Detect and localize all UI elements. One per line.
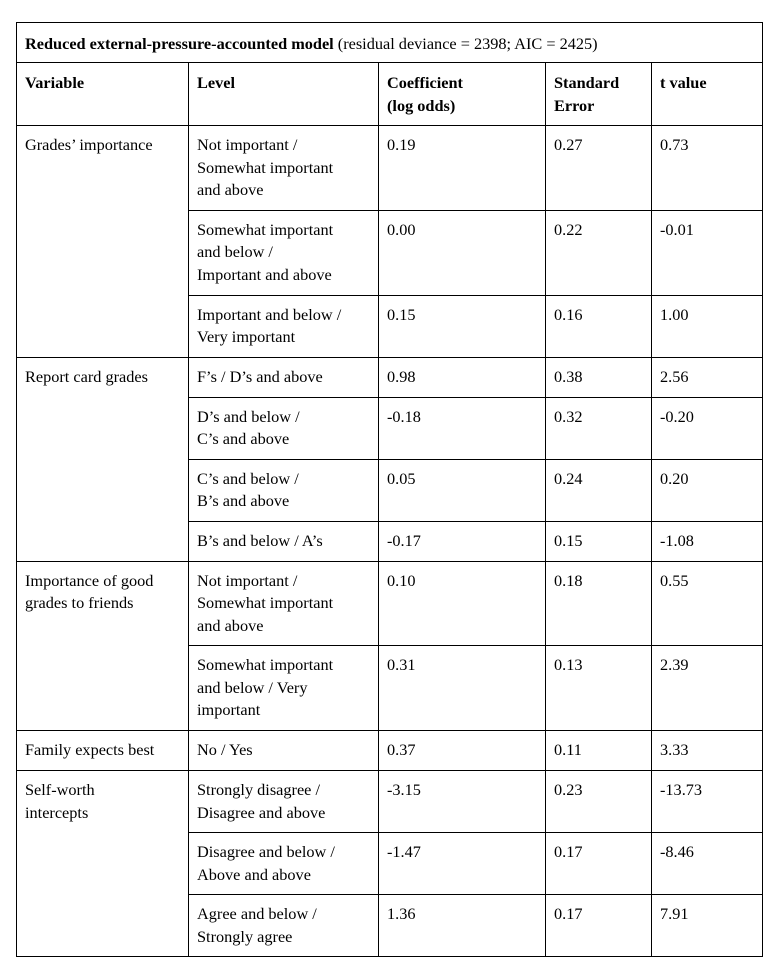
coefficient-cell: -0.17: [379, 521, 546, 561]
coefficient-cell: 0.19: [379, 126, 546, 211]
level-cell: D’s and below / C’s and above: [189, 397, 379, 459]
level-cell: F’s / D’s and above: [189, 357, 379, 397]
standard-error-cell: 0.17: [546, 895, 652, 957]
standard-error-cell: 0.11: [546, 731, 652, 771]
level-cell: Important and below / Very important: [189, 295, 379, 357]
level-cell: Not important / Somewhat important and above: [189, 561, 379, 646]
standard-error-cell: 0.15: [546, 521, 652, 561]
t-value-cell: -1.08: [652, 521, 763, 561]
coefficient-cell: 1.36: [379, 895, 546, 957]
coefficient-cell: 0.31: [379, 646, 546, 731]
header-level: Level: [189, 63, 379, 126]
standard-error-cell: 0.22: [546, 210, 652, 295]
table-row: [17, 561, 763, 646]
coefficient-cell: 0.05: [379, 459, 546, 521]
table-row: [17, 771, 763, 833]
title-row: [17, 23, 763, 63]
t-value-cell: -13.73: [652, 771, 763, 833]
t-value-cell: 0.73: [652, 126, 763, 211]
coefficient-cell: -3.15: [379, 771, 546, 833]
level-cell: Agree and below / Strongly agree: [189, 895, 379, 957]
t-value-cell: 1.00: [652, 295, 763, 357]
level-cell: Somewhat important and below / Important and above: [189, 210, 379, 295]
standard-error-cell: 0.24: [546, 459, 652, 521]
t-value-cell: 0.55: [652, 561, 763, 646]
standard-error-cell: 0.32: [546, 397, 652, 459]
table-title: [17, 23, 763, 63]
t-value-cell: 7.91: [652, 895, 763, 957]
variable-cell: Grades’ importance: [17, 126, 189, 358]
variable-cell: Importance of good grades to friends: [17, 561, 189, 731]
coefficient-cell: -0.18: [379, 397, 546, 459]
level-cell: B’s and below / A’s: [189, 521, 379, 561]
standard-error-cell: 0.16: [546, 295, 652, 357]
header-coefficient: Coefficient (log odds): [379, 63, 546, 126]
coefficient-cell: 0.37: [379, 731, 546, 771]
table-row: [17, 357, 763, 397]
coefficient-cell: -1.47: [379, 833, 546, 895]
header-variable: Variable: [17, 63, 189, 126]
level-cell: Disagree and below / Above and above: [189, 833, 379, 895]
level-cell: No / Yes: [189, 731, 379, 771]
header-standard-error: Standard Error: [546, 63, 652, 126]
level-cell: Not important / Somewhat important and above: [189, 126, 379, 211]
table-row: [17, 126, 763, 211]
variable-cell: Report card grades: [17, 357, 189, 561]
t-value-cell: 2.39: [652, 646, 763, 731]
level-cell: Strongly disagree / Disagree and above: [189, 771, 379, 833]
coefficient-cell: 0.15: [379, 295, 546, 357]
standard-error-cell: 0.23: [546, 771, 652, 833]
level-cell: C’s and below / B’s and above: [189, 459, 379, 521]
standard-error-cell: 0.13: [546, 646, 652, 731]
table-title-stats: (residual deviance = 2398; AIC = 2425): [333, 34, 598, 53]
level-cell: Somewhat important and below / Very important: [189, 646, 379, 731]
t-value-cell: -0.20: [652, 397, 763, 459]
t-value-cell: -0.01: [652, 210, 763, 295]
standard-error-cell: 0.27: [546, 126, 652, 211]
standard-error-cell: 0.18: [546, 561, 652, 646]
t-value-cell: 0.20: [652, 459, 763, 521]
t-value-cell: 3.33: [652, 731, 763, 771]
variable-cell: Family expects best: [17, 731, 189, 771]
t-value-cell: 2.56: [652, 357, 763, 397]
table-title-bold: Reduced external-pressure-accounted model: [25, 34, 334, 53]
standard-error-cell: 0.38: [546, 357, 652, 397]
coefficient-cell: 0.00: [379, 210, 546, 295]
t-value-cell: -8.46: [652, 833, 763, 895]
coefficient-cell: 0.98: [379, 357, 546, 397]
table-row: [17, 731, 763, 771]
standard-error-cell: 0.17: [546, 833, 652, 895]
coefficient-cell: 0.10: [379, 561, 546, 646]
variable-cell: Self-worth intercepts: [17, 771, 189, 957]
results-table: [16, 22, 763, 957]
header-row: [17, 63, 763, 126]
header-t-value: t value: [652, 63, 763, 126]
